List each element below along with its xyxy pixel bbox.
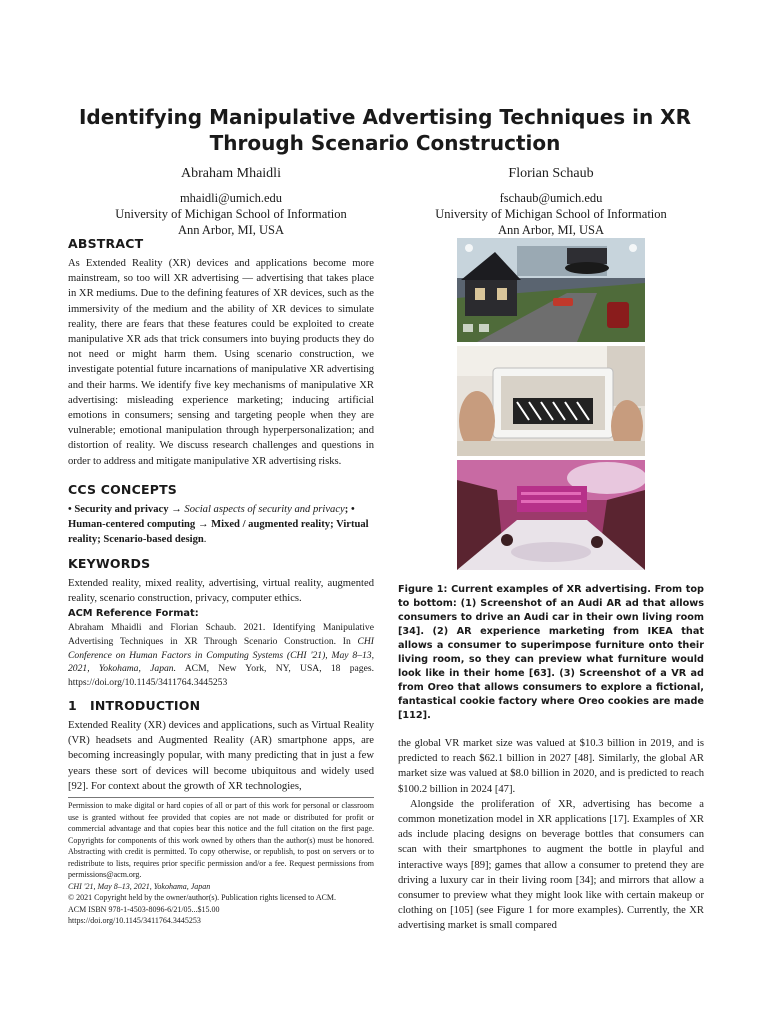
reference-format-section: [68, 608, 374, 690]
ccs-concept: → Mixed / augmented reality: [195, 519, 331, 531]
footnote-divider: [68, 797, 374, 798]
oreo-vr-image: [457, 460, 645, 570]
abstract-text: As Extended Reality (XR) devices and applications become more mainstream, so too will XR advertising — advertising that takes place in XR mediums. Due to the defining features of XR devices, such as the immersivity of the medium and the ability of XR devices to simulate reality, there are fears that these features could be exploited to create manipulative XR ads that trick consumers into buying products they do not need or might harm them. Using scenario construction, we investigate potential future incarnations of manipulative XR advertising and their harms. We identify five key mechanisms of manipulative XR advertising: misleading experience marketing; inducing artificial emotions in consumers; sensing and targeting people when they are vulnerable; emotional manipulation through hyperpersonalization; and distortion of reality. We discuss research challenges and questions in order to address and mitigate manipulative XR advertising risks.: [68, 258, 374, 467]
author-block-2: [398, 164, 704, 238]
ccs-heading: CCS CONCEPTS: [68, 482, 177, 497]
reference-text: Abraham Mhaidli and Florian Schaub. 2021. Identifying Manipulative Advertising Techniques in XR Through Scenario Construction. In CHI Conference on Human Factors in Computing Systems (CHI '21), May 8–13, 2021, Yokohama, Japan. ACM, New York, NY, USA, 18 pages. https://doi.org/10.1145/3411764.3445253: [68, 622, 374, 689]
author-affiliation: University of Michigan School of Information: [435, 207, 667, 221]
author-location: Ann Arbor, MI, USA: [497, 223, 605, 237]
author-name: Florian Schaub: [508, 166, 594, 181]
section-number: 1: [68, 698, 77, 713]
ccs-concept: • Security and privacy: [68, 504, 169, 515]
abstract-heading: ABSTRACT: [68, 236, 144, 251]
author-location: Ann Arbor, MI, USA: [177, 223, 285, 237]
ccs-concept: ; Virtual reality: [68, 519, 369, 546]
ccs-text: [68, 502, 374, 548]
keywords-heading: KEYWORDS: [68, 556, 151, 571]
ccs-arrow: →: [168, 504, 185, 515]
author-affiliation: University of Michigan School of Information: [115, 207, 347, 221]
paper-title: Identifying Manipulative Advertising Techniques in XR Through Scenario Construction: [78, 105, 692, 155]
keywords-text: Extended reality, mixed reality, advertising, virtual reality, augmented reality, scenario construction, privacy, computer ethics.: [68, 578, 374, 605]
permission-notice: Permission to make digital or hard copies of all or part of this work for personal or classroom use is granted without fee provided that copies are not made or distributed for profit or commercial advantage and that copies bear this notice and the full citation on the first page. Copyrights for components of this work owned by others than the author(s) must be honored. Abstracting with credit is permitted. To copy otherwise, or republish, to post on servers or to redistribute to lists, requires prior specific permission and/or a fee. Request permissions from permissions@acm.org.: [68, 801, 374, 879]
body-paragraph: Alongside the proliferation of XR, advertising has become a common monetization model in XR applications [17]. Examples of XR ads include placing designs on beverage bottles that consumers can scan with their smartphones to augment the bottle in playful and interactive ways [89]; games that allow a consumer to pretend they are driving a luxury car in their living room [34]; and mirrors that allow a consumer to preview what they might look like with certain makeup or clothing on [105] (see Figure 1 for more examples). Currently, the XR advertising market is small compared: [398, 798, 704, 932]
right-column-body: [398, 736, 704, 934]
ccs-section: [68, 482, 374, 548]
author-block-1: [68, 164, 394, 238]
figure-caption: Figure 1: Current examples of XR advertising. From top to bottom: (1) Screenshot of an Audi AR ad that allows consumers to drive an Audi car in their own living room [34]. (2) AR experience marketing from IKEA that allows a consumer to superimpose furniture onto their living room, so they can preview what furniture would look like in their home [63]. (3) Screenshot of a VR ad from Oreo that allows consumers to explore a fictional, fantastical cookie factory where Oreo cookies are made [112].: [398, 584, 704, 721]
audi-ar-ad-image: [457, 238, 645, 342]
copyright-footnote: [68, 800, 374, 927]
author-email: mhaidli@umich.edu: [179, 191, 283, 205]
body-paragraph: the global VR market size was valued at $10.3 billion in 2019, and is predicted to reach $62.1 billion in 2027 [48]. Similarly, the global AR market size was valued at $8.0 billion in 2020, and is predicted to reach $100.2 billion in 2024 [47].: [398, 738, 704, 795]
ccs-concept: Social aspects of security and privacy: [184, 504, 345, 515]
abstract-section: [68, 236, 374, 469]
ccs-concept: ; • Human-centered computing: [68, 504, 355, 531]
ccs-concept: ; Scenario-based design: [97, 534, 204, 546]
ccs-end: .: [203, 534, 207, 546]
introduction-text: Extended Reality (XR) devices and applications, such as Virtual Reality (VR) headsets and Augmented Reality (AR) smartphone apps, are becoming increasingly popular, with many predicting that in just a few years these sort of devices will become ubiquitous and widely used [92]. For context about the growth of XR technologies,: [68, 720, 374, 792]
ikea-ar-image: [457, 346, 645, 456]
figure-1: [457, 238, 645, 570]
reference-heading: ACM Reference Format:: [68, 608, 199, 619]
author-email: fschaub@umich.edu: [499, 191, 603, 205]
keywords-section: [68, 556, 374, 606]
introduction-heading: 1 INTRODUCTION: [68, 698, 201, 713]
author-name: Abraham Mhaidli: [181, 166, 281, 181]
conference-line: CHI '21, May 8–13, 2021, Yokohama, Japan: [68, 881, 211, 891]
isbn-line: ACM ISBN 978-1-4503-8096-6/21/05...$15.00: [68, 904, 220, 914]
copyright-line: © 2021 Copyright held by the owner/author(s). Publication rights licensed to ACM.: [68, 893, 337, 902]
introduction-section: [68, 698, 374, 794]
doi-line: https://doi.org/10.1145/3411764.3445253: [68, 916, 201, 925]
